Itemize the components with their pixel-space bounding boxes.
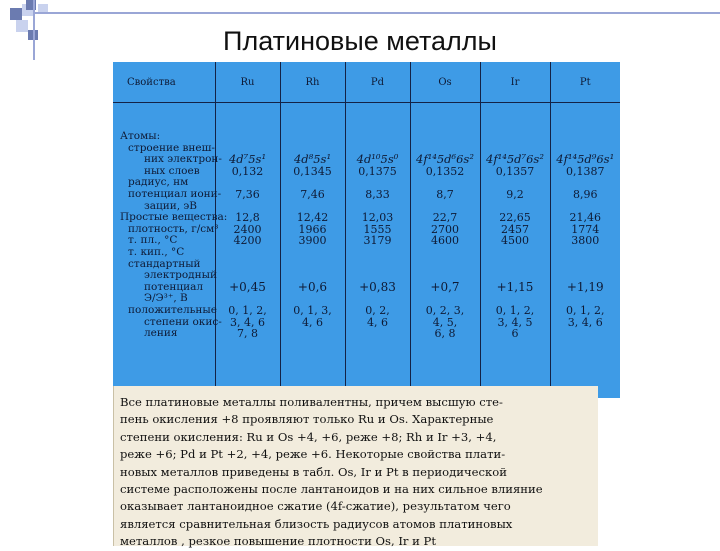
oxidation-value: 3, 4, 6	[567, 315, 603, 329]
oxidation-value: 4, 6	[367, 315, 388, 329]
value-column-pd	[345, 103, 410, 399]
slide-title: Платиновые металлы	[223, 26, 497, 56]
oxidation-value: 6	[511, 327, 519, 341]
property-label: потенциал иони-	[128, 187, 222, 200]
property-label: строение внеш-	[128, 141, 215, 154]
melting-value: 1966	[298, 222, 327, 236]
oxidation-value: 6, 8	[434, 327, 456, 341]
property-label: ных слоев	[144, 164, 200, 177]
paragraph-line: является сравнительная близость радиусов атомов платиновых	[120, 516, 513, 531]
boiling-value: 3179	[363, 234, 392, 248]
density-value: 12,8	[235, 211, 260, 225]
density-value: 21,46	[569, 211, 601, 225]
config-value: 4f¹⁴5d⁹6s¹	[556, 152, 615, 167]
oxidation-value	[281, 328, 345, 340]
paragraph-line: Все платиновые металлы поливалентны, причем высшую сте-	[120, 395, 503, 409]
property-label: зации, эВ	[144, 199, 198, 212]
ionization-value: 8,7	[436, 187, 454, 201]
property-names-column	[113, 103, 228, 399]
text-scan	[113, 386, 598, 549]
config-value: 4d⁷5s¹	[228, 152, 267, 167]
paragraph-line: металлов , резкое повышение плотности Os, Ir и Pt	[120, 534, 436, 549]
ionization-value: 7,36	[235, 187, 260, 201]
melting-value: 1774	[571, 222, 600, 236]
value-column-pt	[550, 103, 620, 399]
boiling-value: 4200	[233, 234, 262, 248]
value-column-os	[410, 103, 480, 399]
horizontal-rule	[33, 12, 720, 14]
melting-value: 2457	[501, 222, 529, 236]
value-column-ru	[215, 103, 280, 399]
properties-table	[113, 62, 620, 398]
density-value: 22,7	[432, 211, 458, 225]
header-pt: Pt	[550, 62, 620, 103]
ionization-value: 7,46	[300, 187, 325, 201]
oxidation-value: 0, 1, 2,	[495, 303, 535, 317]
potential-value: +1,15	[496, 279, 534, 294]
paragraph-line: пень окисления +8 проявляют только Ru и Os. Характерные	[120, 412, 494, 427]
property-label: т. пл., °С	[128, 234, 178, 247]
table-header-row	[113, 62, 620, 103]
property-label: т. кип., °С	[128, 245, 185, 258]
value-column-ir	[480, 103, 550, 399]
oxidation-value	[346, 328, 410, 340]
radius-value: 0,1352	[425, 164, 465, 178]
boiling-value: 3900	[298, 234, 327, 248]
property-label: Э/Э³⁺, В	[144, 292, 188, 305]
header-ru: Ru	[215, 62, 280, 103]
radius-value: 0,1375	[358, 164, 397, 178]
properties-table-scan	[113, 62, 620, 398]
potential-value: +0,7	[430, 279, 460, 294]
property-label: положительные	[128, 303, 217, 316]
melting-value: 2700	[431, 222, 459, 236]
potential-value: +1,19	[566, 279, 604, 294]
oxidation-value: 0, 2, 3,	[425, 303, 465, 317]
property-label: степени окис-	[144, 315, 222, 328]
property-label: плотность, г/см³	[128, 222, 219, 235]
melting-value: 1555	[363, 222, 392, 236]
oxidation-value: 0, 1, 3,	[293, 303, 332, 317]
boiling-value: 4500	[501, 234, 529, 248]
paragraph-line: реже +6; Pd и Pt +2, +4, реже +6. Некоторые свойства плати-	[120, 447, 506, 462]
radius-value: 0,132	[231, 164, 264, 178]
header-pd: Pd	[345, 62, 410, 103]
config-value: 4d¹⁰5s⁰	[356, 152, 399, 167]
potential-value: +0,6	[297, 279, 328, 294]
radius-value: 0,1345	[293, 164, 332, 178]
oxidation-value: 4, 5,	[432, 315, 458, 329]
paragraph-line: новых металлов приведены в табл. Os, Ir и Pt в периодической	[120, 464, 507, 479]
header-rh: Rh	[280, 62, 345, 103]
radius-value: 0,1387	[566, 164, 605, 178]
density-value: 12,03	[361, 211, 394, 225]
oxidation-value: 3, 4, 5	[497, 315, 533, 329]
density-value: 22,65	[499, 211, 531, 225]
melting-value: 2400	[233, 222, 262, 236]
property-label: Атомы:	[120, 130, 161, 142]
radius-value: 0,1357	[495, 164, 535, 178]
value-column-rh	[280, 103, 345, 399]
paragraph-line: системе расположены после лантаноидов и на них сильное влияние	[120, 482, 543, 497]
header-os: Os	[410, 62, 480, 103]
ionization-value: 9,2	[506, 187, 524, 201]
property-label: потенциал	[144, 280, 204, 293]
oxidation-value	[551, 328, 621, 340]
ionization-value: 8,96	[573, 187, 598, 201]
potential-value: +0,45	[229, 279, 266, 294]
ionization-value: 8,33	[365, 187, 390, 201]
paragraph-line: оказывает лантаноидное сжатие (4f-сжатие), результатом чего	[120, 499, 511, 514]
property-label: радиус, нм	[128, 176, 189, 189]
potential-value: +0,83	[359, 279, 396, 294]
oxidation-value: 3, 4, 6	[230, 315, 265, 329]
oxidation-value: 0, 1, 2,	[228, 303, 267, 317]
property-label: них электрон-	[144, 153, 222, 166]
density-value: 12,42	[296, 211, 329, 225]
oxidation-value: 0, 1, 2,	[566, 303, 605, 317]
oxidation-value: 4, 6	[302, 315, 323, 329]
config-value: 4d⁸5s¹	[293, 152, 332, 167]
property-label: стандартный	[128, 257, 201, 270]
config-value: 4f¹⁴5d⁷6s²	[486, 152, 544, 167]
boiling-value: 3800	[571, 234, 600, 248]
config-value: 4f¹⁴5d⁶6s²	[416, 152, 474, 167]
boiling-value: 4600	[431, 234, 459, 248]
header-ir: Ir	[480, 62, 550, 103]
table-body-row	[113, 103, 620, 399]
oxidation-value: 7, 8	[237, 327, 258, 341]
oxidation-value: 0, 2,	[365, 303, 390, 317]
header-properties: Свойства	[113, 62, 215, 103]
bullet-square-decor	[10, 8, 22, 20]
property-label: электродный	[144, 269, 217, 282]
property-label: ления	[144, 327, 178, 340]
property-label: Простые вещества:	[120, 211, 228, 224]
paragraph-line: степени окисления: Ru и Os +4, +6, реже +8; Rh и Ir +3, +4,	[120, 429, 497, 444]
paragraph-text	[120, 394, 596, 551]
